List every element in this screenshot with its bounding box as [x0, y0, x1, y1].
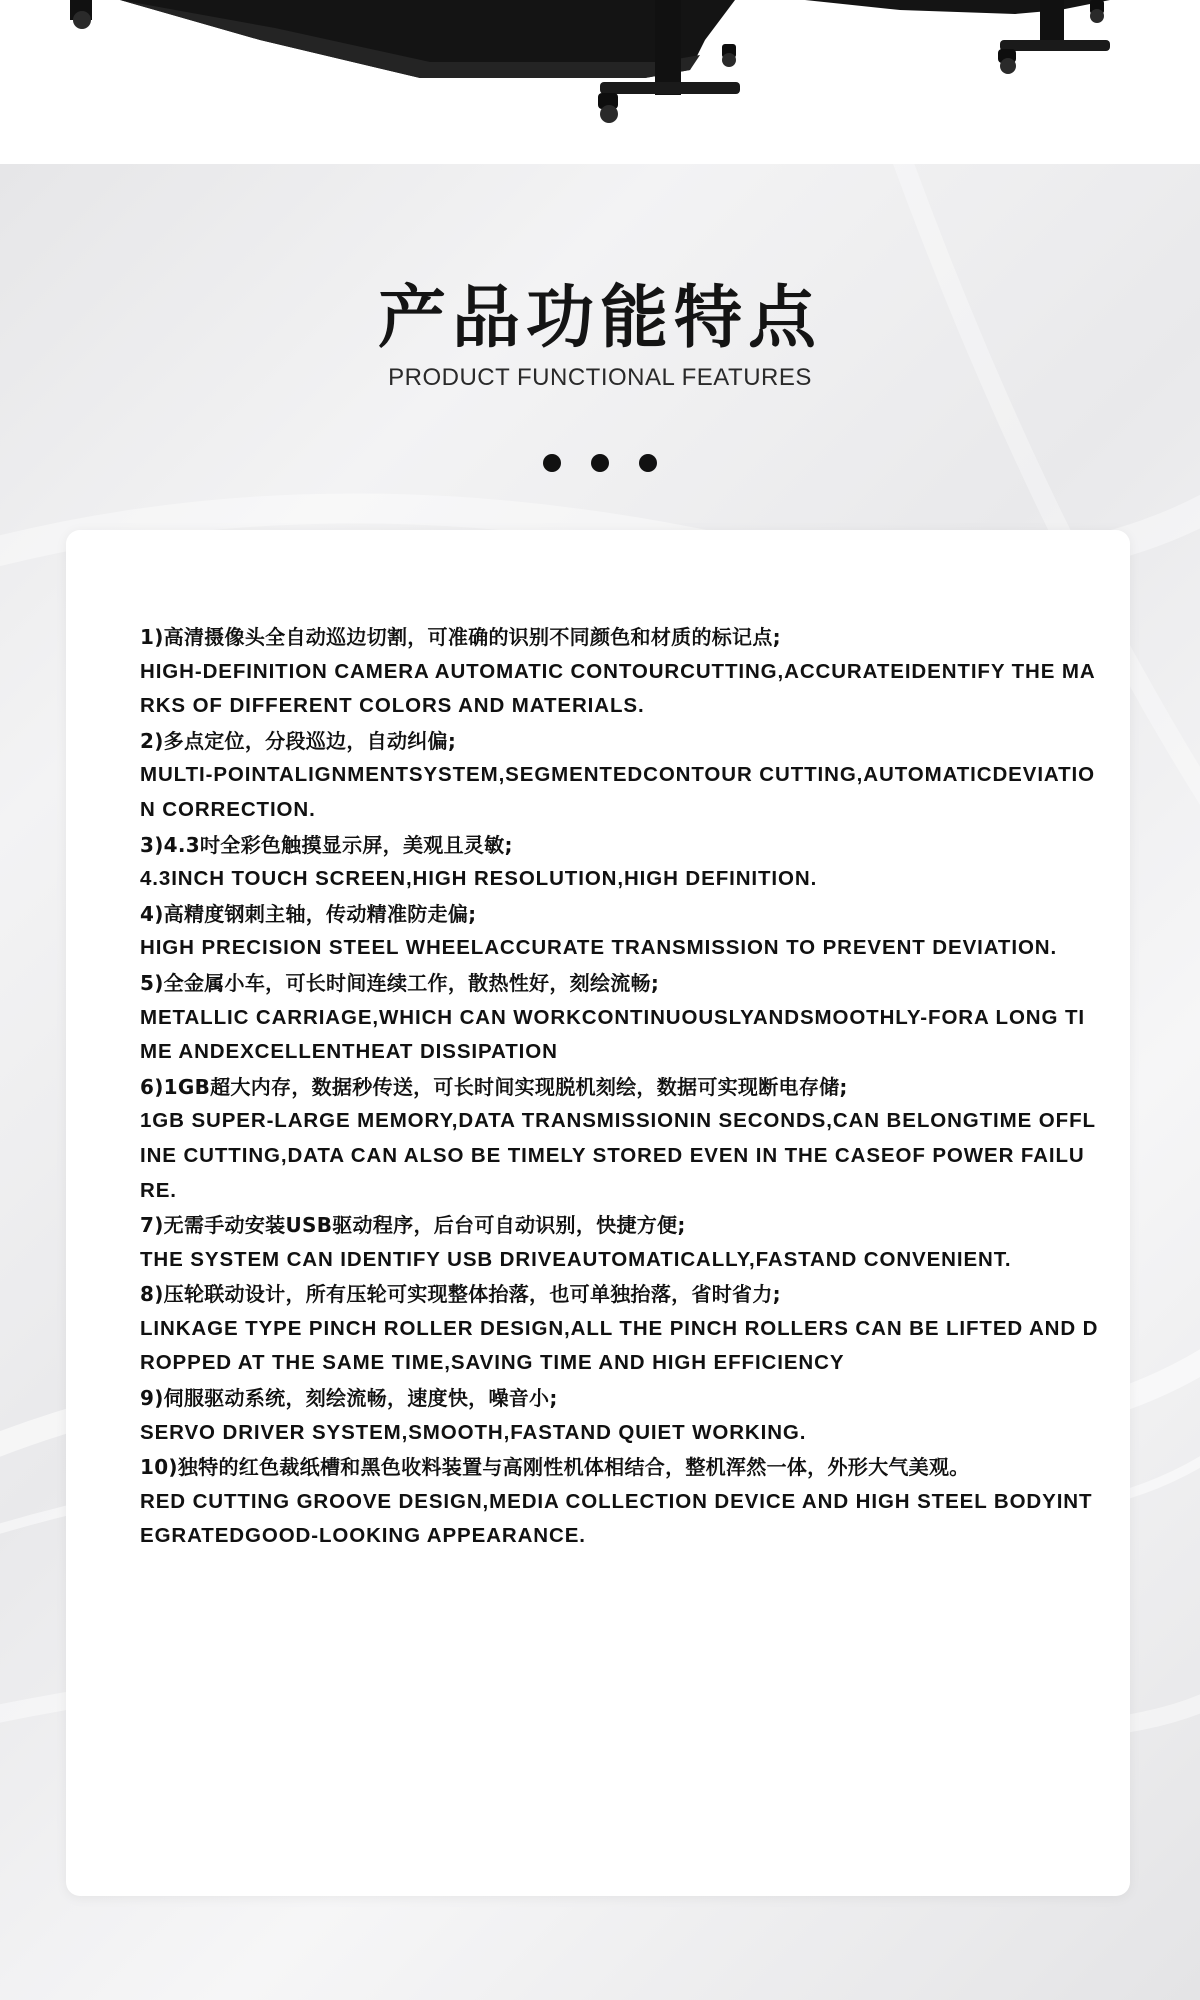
feature-item — [140, 1277, 1100, 1381]
product-image — [0, 0, 1200, 164]
feature-zh-text: 9)伺服驱动系统，刻绘流畅，速度快，噪音小; — [140, 1386, 558, 1411]
feature-zh-text: 2)多点定位，分段巡边，自动纠偏; — [140, 728, 457, 753]
feature-item — [140, 966, 1100, 1070]
features-section — [0, 164, 1200, 2000]
feature-zh-text: 7)无需手动安装USB驱动程序，后台可自动识别，快捷方便; — [140, 1213, 686, 1238]
section-title: 产品功能特点 — [377, 279, 822, 358]
section-subtitle: PRODUCT FUNCTIONAL FEATURES — [388, 364, 812, 391]
feature-en-text: LINKAGE TYPE PINCH ROLLER DESIGN,ALL THE PINCH ROLLERS CAN BE LIFTED AND DROPPED AT THE SAME TIME,SAVING TIME AND HIGH EFFICIENCY — [140, 1316, 1099, 1375]
dot-icon — [591, 454, 609, 472]
feature-en-text: RED CUTTING GROOVE DESIGN,MEDIA COLLECTION DEVICE AND HIGH STEEL BODYINTEGRATEDGOOD-LOOKING APPEARANCE. — [140, 1489, 1093, 1548]
feature-zh-text: 1)高清摄像头全自动巡边切割，可准确的识别不同颜色和材质的标记点; — [140, 625, 781, 649]
feature-en-text: 4.3INCH TOUCH SCREEN,HIGH RESOLUTION,HIGH DEFINITION. — [140, 867, 818, 891]
feature-item — [140, 620, 1100, 724]
feature-en-text: SERVO DRIVER SYSTEM,SMOOTH,FASTAND QUIET WORKING. — [140, 1420, 807, 1444]
dot-icon — [543, 454, 561, 472]
feature-en-text: MULTI-POINTALIGNMENTSYSTEM,SEGMENTEDCONTOUR CUTTING,AUTOMATICDEVIATION CORRECTION. — [140, 763, 1095, 821]
feature-zh-text: 4)高精度钢刺主轴，传动精准防走偏; — [140, 901, 477, 926]
feature-en-text: 1GB SUPER-LARGE MEMORY,DATA TRANSMISSIONIN SECONDS,CAN BELONGTIME OFFLINE CUTTING,DATA CAN ALSO BE TIMELY STORED EVEN IN THE CASEOF POWER FAILURE. — [140, 1109, 1096, 1202]
feature-item — [140, 1070, 1100, 1208]
feature-item — [140, 724, 1100, 828]
feature-item — [140, 1381, 1100, 1450]
features-card — [66, 530, 1130, 1896]
cutting-plotter-stands-image — [0, 0, 1200, 164]
dot-icon — [639, 454, 657, 472]
feature-zh-text: 8)压轮联动设计，所有压轮可实现整体抬落，也可单独抬落，省时省力; — [140, 1282, 781, 1307]
feature-zh-text: 10)独特的红色裁纸槽和黑色收料装置与高刚性机体相结合，整机浑然一体，外形大气美观。 — [140, 1455, 970, 1480]
feature-zh-text: 6)1GB超大内存，数据秒传送，可长时间实现脱机刻绘，数据可实现断电存储; — [140, 1074, 848, 1099]
feature-zh-text: 3)4.3吋全彩色触摸显示屏，美观且灵敏; — [140, 832, 513, 857]
feature-item — [140, 1208, 1100, 1277]
feature-en-text: THE SYSTEM CAN IDENTIFY USB DRIVEAUTOMATICALLY,FASTAND CONVENIENT. — [140, 1247, 1012, 1271]
feature-en-text: METALLIC CARRIAGE,WHICH CAN WORKCONTINUOUSLYANDSMOOTHLY-FORA LONG TIME ANDEXCELLENTHEAT DISSIPATION — [140, 1005, 1085, 1064]
feature-en-text: HIGH-DEFINITION CAMERA AUTOMATIC CONTOURCUTTING,ACCURATEIDENTIFY THE MARKS OF DIFFERENT COLORS AND MATERIALS. — [140, 659, 1096, 718]
feature-en-text: HIGH PRECISION STEEL WHEELACCURATE TRANSMISSION TO PREVENT DEVIATION. — [140, 936, 1058, 960]
feature-zh-text: 5)全金属小车，可长时间连续工作，散热性好，刻绘流畅; — [140, 970, 660, 995]
features-list — [140, 620, 1100, 1554]
feature-item — [140, 828, 1100, 897]
feature-item — [140, 1450, 1100, 1554]
decorative-dots — [0, 454, 1200, 472]
feature-item — [140, 897, 1100, 966]
